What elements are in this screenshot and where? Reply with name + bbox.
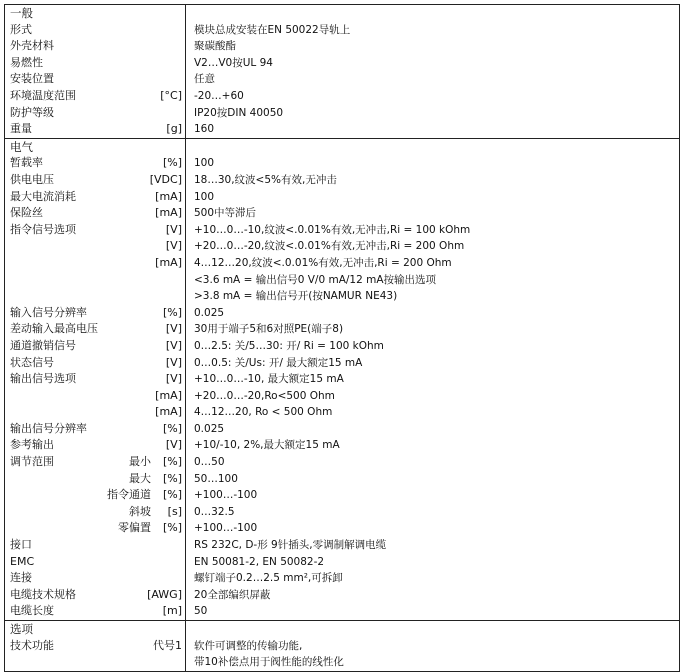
spec-unit: [g] bbox=[166, 122, 182, 136]
spec-row bbox=[5, 454, 679, 537]
spec-unit: [V] bbox=[165, 222, 182, 236]
spec-value-cell bbox=[186, 155, 679, 172]
spec-value: +10/-10, 2%,最大额定15 mA bbox=[194, 439, 340, 452]
spec-label: 输入信号分辨率 bbox=[10, 305, 87, 319]
spec-row bbox=[5, 105, 679, 122]
spec-value: 模块总成安装在EN 50022导轨上 bbox=[194, 23, 351, 36]
spec-label: 通道撤销信号 bbox=[10, 338, 76, 352]
section-title bbox=[5, 621, 186, 638]
spec-label: 形式 bbox=[10, 22, 32, 36]
spec-value: 50…100 bbox=[194, 472, 238, 485]
spec-row bbox=[5, 437, 679, 454]
spec-value-cell bbox=[186, 355, 679, 372]
spec-label: 接口 bbox=[10, 538, 32, 552]
spec-value: 0…0.5: 关/Us: 开/ 最大额定15 mA bbox=[194, 356, 363, 369]
spec-row bbox=[5, 587, 679, 604]
spec-unit: [°C] bbox=[160, 88, 182, 102]
spec-row bbox=[5, 554, 679, 571]
spec-row bbox=[5, 603, 679, 620]
spec-unit: [V] bbox=[165, 355, 182, 369]
spec-unit: [VDC] bbox=[149, 172, 182, 186]
spec-value-cell bbox=[186, 371, 679, 421]
section-title-text: 选项 bbox=[10, 622, 33, 637]
spec-unit: [V] bbox=[165, 438, 182, 452]
spec-value: -20…+60 bbox=[194, 89, 244, 102]
spec-label: 最大电流消耗 bbox=[10, 189, 76, 203]
spec-value-cell bbox=[186, 55, 679, 72]
spec-row bbox=[5, 38, 679, 55]
spec-code: 代号1 bbox=[153, 638, 182, 652]
spec-unit: [mA] bbox=[155, 255, 182, 269]
section-title bbox=[5, 139, 186, 156]
spec-units bbox=[155, 371, 182, 421]
spec-value-cell bbox=[186, 88, 679, 105]
section-header bbox=[5, 5, 679, 22]
spec-label: 防护等级 bbox=[10, 105, 54, 119]
spec-value-cell bbox=[186, 570, 679, 587]
spec-label-cell bbox=[5, 587, 186, 604]
spec-row bbox=[5, 155, 679, 172]
spec-value: 0.025 bbox=[194, 422, 225, 435]
spec-label: 电缆长度 bbox=[10, 604, 54, 618]
spec-unit: [mA] bbox=[155, 388, 182, 402]
spec-value: 50 bbox=[194, 605, 208, 618]
spec-units bbox=[155, 222, 182, 272]
spec-unit: [%] bbox=[162, 421, 182, 435]
spec-row bbox=[5, 88, 679, 105]
spec-value-cell bbox=[186, 71, 679, 88]
section-header-value bbox=[186, 5, 679, 22]
spec-row bbox=[5, 55, 679, 72]
spec-value-cell bbox=[186, 121, 679, 138]
spec-unit: [%] bbox=[162, 488, 182, 502]
spec-sublabel: 最小 bbox=[129, 455, 151, 469]
section-header bbox=[5, 139, 679, 156]
spec-value-cell bbox=[186, 554, 679, 571]
spec-value: 500中等滞后 bbox=[194, 207, 257, 220]
spec-unit: [%] bbox=[162, 305, 182, 319]
spec-value: <3.6 mA = 输出信号0 V/0 mA/12 mA按输出选项 bbox=[194, 273, 437, 286]
spec-label: 输出信号分辨率 bbox=[10, 421, 87, 435]
spec-value-cell bbox=[186, 338, 679, 355]
spec-value: +10…0…-10,纹波<.0.01%有效,无冲击,Ri = 100 kOhm bbox=[194, 223, 471, 236]
spec-sublabel: 最大 bbox=[129, 471, 151, 485]
section-header bbox=[5, 621, 679, 638]
spec-value-cell bbox=[186, 172, 679, 189]
spec-value: +10…0…-10, 最大额定15 mA bbox=[194, 373, 344, 386]
section-0 bbox=[5, 5, 679, 139]
spec-label: EMC bbox=[10, 554, 35, 568]
spec-label-cell bbox=[5, 222, 186, 305]
spec-label-cell bbox=[5, 338, 186, 355]
spec-unit: [V] bbox=[165, 322, 182, 336]
spec-label: 安装位置 bbox=[10, 72, 54, 86]
spec-row bbox=[5, 321, 679, 338]
spec-value-cell bbox=[186, 38, 679, 55]
spec-unit: [%] bbox=[162, 455, 182, 469]
spec-label: 重量 bbox=[10, 122, 32, 136]
section-2 bbox=[5, 621, 679, 671]
spec-label: 指令信号选项 bbox=[10, 222, 76, 236]
spec-unit: [mA] bbox=[155, 405, 182, 419]
spec-label-cell bbox=[5, 421, 186, 438]
spec-row bbox=[5, 338, 679, 355]
spec-row bbox=[5, 222, 679, 305]
spec-label-cell bbox=[5, 537, 186, 554]
spec-value-cell bbox=[186, 189, 679, 206]
spec-row bbox=[5, 305, 679, 322]
spec-label-cell bbox=[5, 570, 186, 587]
spec-label-cell bbox=[5, 71, 186, 88]
spec-units bbox=[163, 454, 182, 537]
spec-label-cell bbox=[5, 205, 186, 222]
spec-value: 4…12…20, Ro < 500 Ohm bbox=[194, 406, 333, 419]
spec-label-cell bbox=[5, 454, 186, 537]
spec-value: 30用于端子5和6对照PE(端子8) bbox=[194, 323, 344, 336]
section-title bbox=[5, 5, 186, 22]
spec-value: V2…V0按UL 94 bbox=[194, 56, 273, 69]
spec-label-cell bbox=[5, 355, 186, 372]
spec-label-cell bbox=[5, 105, 186, 122]
spec-label: 电缆技术规格 bbox=[10, 587, 76, 601]
spec-value-cell bbox=[186, 638, 679, 671]
spec-value-cell bbox=[186, 105, 679, 122]
spec-label-cell bbox=[5, 603, 186, 620]
spec-value: 4…12…20,纹波<.0.01%有效,无冲击,Ri = 200 Ohm bbox=[194, 256, 452, 269]
spec-label: 易燃性 bbox=[10, 55, 43, 69]
spec-row bbox=[5, 570, 679, 587]
spec-label-cell bbox=[5, 371, 186, 421]
spec-value: RS 232C, D-形 9针插头,零调制解调电缆 bbox=[194, 539, 387, 552]
spec-value: >3.8 mA = 输出信号开(按NAMUR NE43) bbox=[194, 290, 398, 303]
section-title-text: 一般 bbox=[10, 6, 33, 20]
spec-sublabel: 指令通道 bbox=[107, 488, 151, 502]
spec-unit: [mA] bbox=[155, 206, 182, 220]
spec-unit: [AWG] bbox=[147, 587, 182, 601]
spec-unit: [mA] bbox=[155, 189, 182, 203]
spec-label-cell bbox=[5, 55, 186, 72]
spec-value: 0.025 bbox=[194, 306, 225, 319]
spec-row bbox=[5, 421, 679, 438]
spec-label-cell bbox=[5, 38, 186, 55]
spec-value-cell bbox=[186, 321, 679, 338]
spec-label: 输出信号选项 bbox=[10, 372, 76, 386]
spec-label-cell bbox=[5, 22, 186, 39]
spec-value: 100 bbox=[194, 157, 215, 170]
spec-value: +100…-100 bbox=[194, 522, 258, 535]
spec-value: 任意 bbox=[194, 73, 215, 86]
spec-unit: [s] bbox=[167, 504, 182, 518]
spec-unit: [V] bbox=[165, 239, 182, 253]
spec-row bbox=[5, 121, 679, 138]
spec-row bbox=[5, 172, 679, 189]
spec-row bbox=[5, 22, 679, 39]
spec-value: 带10补偿点用于阀性能的线性化 bbox=[194, 656, 344, 669]
spec-value: 20全部编织屏蔽 bbox=[194, 588, 271, 601]
spec-value-cell bbox=[186, 205, 679, 222]
section-header-value bbox=[186, 139, 679, 156]
section-title-text: 电气 bbox=[10, 139, 33, 154]
spec-value: 0…50 bbox=[194, 456, 225, 469]
spec-label: 外壳材料 bbox=[10, 39, 54, 53]
spec-unit: [%] bbox=[162, 471, 182, 485]
spec-unit: [m] bbox=[162, 604, 182, 618]
spec-value-cell bbox=[186, 22, 679, 39]
spec-label: 调节范围 bbox=[10, 455, 54, 469]
spec-row bbox=[5, 371, 679, 421]
spec-label: 连接 bbox=[10, 571, 32, 585]
spec-label-cell bbox=[5, 155, 186, 172]
spec-sublabel: 斜坡 bbox=[129, 504, 151, 518]
spec-label: 差动输入最高电压 bbox=[10, 322, 98, 336]
spec-row bbox=[5, 205, 679, 222]
spec-value: 0…32.5 bbox=[194, 505, 235, 518]
spec-label-cell bbox=[5, 437, 186, 454]
spec-value: +100…-100 bbox=[194, 489, 258, 502]
spec-table bbox=[4, 4, 680, 672]
spec-value: 18…30,纹波<5%有效,无冲击 bbox=[194, 173, 337, 186]
spec-value-cell bbox=[186, 437, 679, 454]
spec-label: 供电电压 bbox=[10, 172, 54, 186]
section-1 bbox=[5, 139, 679, 621]
spec-value: 160 bbox=[194, 123, 215, 136]
spec-value: 0…2.5: 关/5…30: 开/ Ri = 100 kOhm bbox=[194, 339, 384, 352]
spec-label-cell bbox=[5, 121, 186, 138]
spec-value-cell bbox=[186, 587, 679, 604]
spec-value: +20…0…-20,Ro<500 Ohm bbox=[194, 389, 335, 402]
spec-value-cell bbox=[186, 305, 679, 322]
spec-value: IP20按DIN 40050 bbox=[194, 106, 284, 119]
spec-row bbox=[5, 537, 679, 554]
spec-label-cell bbox=[5, 321, 186, 338]
spec-label: 参考输出 bbox=[10, 438, 54, 452]
spec-value: 聚碳酸酯 bbox=[194, 40, 236, 53]
spec-label: 状态信号 bbox=[10, 355, 54, 369]
spec-value: 软件可调整的传输功能, bbox=[194, 639, 303, 652]
spec-label: 技术功能 bbox=[10, 638, 54, 652]
spec-unit: [V] bbox=[165, 338, 182, 352]
spec-row bbox=[5, 71, 679, 88]
spec-label: 暂载率 bbox=[10, 156, 43, 170]
spec-value: 100 bbox=[194, 190, 215, 203]
spec-label-cell bbox=[5, 172, 186, 189]
spec-value: 螺钉端子0.2…2.5 mm²,可拆卸 bbox=[194, 572, 343, 585]
spec-value-cell bbox=[186, 421, 679, 438]
spec-row bbox=[5, 189, 679, 206]
spec-value: +20…0…-20,纹波<.0.01%有效,无冲击,Ri = 200 Ohm bbox=[194, 240, 465, 253]
spec-unit: [%] bbox=[162, 521, 182, 535]
spec-label-cell bbox=[5, 189, 186, 206]
spec-label: 保险丝 bbox=[10, 206, 43, 220]
spec-label-cell bbox=[5, 554, 186, 571]
spec-value-cell bbox=[186, 222, 679, 305]
spec-label-cell bbox=[5, 638, 186, 671]
section-header-value bbox=[186, 621, 679, 638]
spec-label: 环境温度范围 bbox=[10, 88, 76, 102]
spec-sublabel: 零偏置 bbox=[118, 521, 151, 535]
spec-value-cell bbox=[186, 537, 679, 554]
spec-label-cell bbox=[5, 88, 186, 105]
spec-row bbox=[5, 638, 679, 671]
spec-row bbox=[5, 355, 679, 372]
spec-value-cell bbox=[186, 603, 679, 620]
spec-unit: [V] bbox=[165, 372, 182, 386]
spec-unit: [%] bbox=[162, 156, 182, 170]
spec-label-cell bbox=[5, 305, 186, 322]
spec-value-cell bbox=[186, 454, 679, 537]
spec-value: EN 50081-2, EN 50082-2 bbox=[194, 555, 325, 568]
spec-sublabels bbox=[107, 454, 151, 537]
